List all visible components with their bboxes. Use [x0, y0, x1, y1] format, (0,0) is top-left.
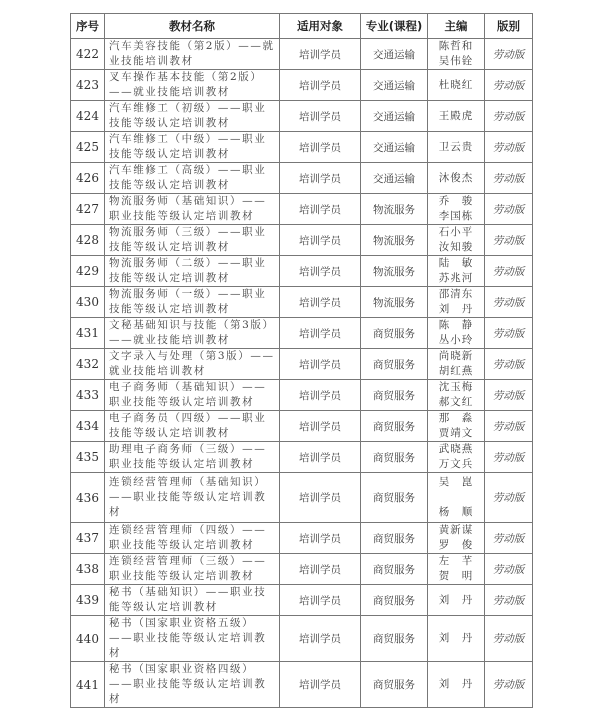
table-row [71, 287, 533, 318]
table-row [71, 39, 533, 70]
row-number: 433 [71, 380, 105, 411]
target-audience: 培训学员 [280, 225, 361, 256]
target-audience: 培训学员 [280, 554, 361, 585]
major: 商贸服务 [361, 380, 428, 411]
target-audience: 培训学员 [280, 287, 361, 318]
edition: 劳动版 [485, 101, 533, 132]
row-number: 441 [71, 662, 105, 708]
chief-editor: 刘 丹 [428, 585, 485, 616]
table-row [71, 411, 533, 442]
textbook-title: 秘书（国家职业资格四级）——职业技能等级认定培训教材 [105, 662, 280, 708]
row-number: 429 [71, 256, 105, 287]
chief-editor: 武晓燕 万文兵 [428, 442, 485, 473]
header-number: 序号 [71, 14, 105, 39]
chief-editor: 刘 丹 [428, 662, 485, 708]
major: 物流服务 [361, 225, 428, 256]
row-number: 434 [71, 411, 105, 442]
target-audience: 培训学员 [280, 523, 361, 554]
row-number: 427 [71, 194, 105, 225]
header-edition: 版别 [485, 14, 533, 39]
edition: 劳动版 [485, 318, 533, 349]
textbook-title: 电子商务师（基础知识）——职业技能等级认定培训教材 [105, 380, 280, 411]
edition: 劳动版 [485, 662, 533, 708]
textbook-title: 汽车维修工（高级）——职业技能等级认定培训教材 [105, 163, 280, 194]
major: 交通运输 [361, 132, 428, 163]
row-number: 428 [71, 225, 105, 256]
edition: 劳动版 [485, 523, 533, 554]
major: 商贸服务 [361, 442, 428, 473]
row-number: 435 [71, 442, 105, 473]
textbook-table [70, 13, 533, 708]
major: 商贸服务 [361, 523, 428, 554]
edition: 劳动版 [485, 411, 533, 442]
major: 物流服务 [361, 194, 428, 225]
textbook-title: 文字录入与处理（第3版）——就业技能培训教材 [105, 349, 280, 380]
table-row [71, 194, 533, 225]
target-audience: 培训学员 [280, 616, 361, 662]
target-audience: 培训学员 [280, 194, 361, 225]
edition: 劳动版 [485, 442, 533, 473]
major: 商贸服务 [361, 411, 428, 442]
table-row [71, 662, 533, 708]
row-number: 425 [71, 132, 105, 163]
major: 商贸服务 [361, 585, 428, 616]
row-number: 438 [71, 554, 105, 585]
chief-editor: 卫云贵 [428, 132, 485, 163]
table-row [71, 380, 533, 411]
chief-editor: 尚晓新 胡红燕 [428, 349, 485, 380]
edition: 劳动版 [485, 473, 533, 523]
row-number: 423 [71, 70, 105, 101]
chief-editor: 刘 丹 [428, 616, 485, 662]
textbook-title: 汽车维修工（初级）——职业技能等级认定培训教材 [105, 101, 280, 132]
edition: 劳动版 [485, 287, 533, 318]
table-row [71, 256, 533, 287]
table-row [71, 163, 533, 194]
target-audience: 培训学员 [280, 132, 361, 163]
target-audience: 培训学员 [280, 39, 361, 70]
major: 交通运输 [361, 101, 428, 132]
header-title: 教材名称 [105, 14, 280, 39]
target-audience: 培训学员 [280, 101, 361, 132]
major: 商贸服务 [361, 616, 428, 662]
chief-editor: 陈 静 丛小玲 [428, 318, 485, 349]
target-audience: 培训学员 [280, 163, 361, 194]
edition: 劳动版 [485, 585, 533, 616]
chief-editor: 左 芊 贺 明 [428, 554, 485, 585]
row-number: 422 [71, 39, 105, 70]
edition: 劳动版 [485, 194, 533, 225]
target-audience: 培训学员 [280, 411, 361, 442]
textbook-title: 连锁经营管理师（四级）——职业技能等级认定培训教材 [105, 523, 280, 554]
edition: 劳动版 [485, 256, 533, 287]
chief-editor: 石小平 汝知骏 [428, 225, 485, 256]
major: 商贸服务 [361, 554, 428, 585]
edition: 劳动版 [485, 132, 533, 163]
table-row [71, 70, 533, 101]
row-number: 440 [71, 616, 105, 662]
edition: 劳动版 [485, 380, 533, 411]
textbook-title: 助理电子商务师（三级）——职业技能等级认定培训教材 [105, 442, 280, 473]
row-number: 437 [71, 523, 105, 554]
header-major: 专业(课程) [361, 14, 428, 39]
textbook-title: 叉车操作基本技能（第2版）——就业技能培训教材 [105, 70, 280, 101]
major: 物流服务 [361, 256, 428, 287]
chief-editor: 陆 敏 苏兆河 [428, 256, 485, 287]
chief-editor: 王殿虎 [428, 101, 485, 132]
major: 物流服务 [361, 287, 428, 318]
textbook-title: 连锁经营管理师（基础知识）——职业技能等级认定培训教材 [105, 473, 280, 523]
target-audience: 培训学员 [280, 473, 361, 523]
textbook-title: 汽车维修工（中级）——职业技能等级认定培训教材 [105, 132, 280, 163]
target-audience: 培训学员 [280, 318, 361, 349]
textbook-title: 连锁经营管理师（三级）——职业技能等级认定培训教材 [105, 554, 280, 585]
target-audience: 培训学员 [280, 256, 361, 287]
row-number: 431 [71, 318, 105, 349]
row-number: 424 [71, 101, 105, 132]
table-row [71, 554, 533, 585]
row-number: 430 [71, 287, 105, 318]
major: 交通运输 [361, 163, 428, 194]
textbook-title: 电子商务员（四级）——职业技能等级认定培训教材 [105, 411, 280, 442]
chief-editor: 沐俊杰 [428, 163, 485, 194]
edition: 劳动版 [485, 70, 533, 101]
edition: 劳动版 [485, 39, 533, 70]
edition: 劳动版 [485, 225, 533, 256]
target-audience: 培训学员 [280, 70, 361, 101]
table-row [71, 442, 533, 473]
textbook-title: 文秘基础知识与技能（第3版）——就业技能培训教材 [105, 318, 280, 349]
table-row [71, 473, 533, 523]
textbook-title: 秘书（基础知识）——职业技能等级认定培训教材 [105, 585, 280, 616]
edition: 劳动版 [485, 349, 533, 380]
table-row [71, 616, 533, 662]
table-row [71, 523, 533, 554]
edition: 劳动版 [485, 616, 533, 662]
table-row [71, 101, 533, 132]
chief-editor: 陈哲和 吴伟铨 [428, 39, 485, 70]
major: 商贸服务 [361, 473, 428, 523]
chief-editor: 黄新谋 罗 俊 [428, 523, 485, 554]
table-row [71, 225, 533, 256]
target-audience: 培训学员 [280, 585, 361, 616]
target-audience: 培训学员 [280, 662, 361, 708]
table-row [71, 585, 533, 616]
row-number: 426 [71, 163, 105, 194]
row-number: 432 [71, 349, 105, 380]
major: 交通运输 [361, 70, 428, 101]
target-audience: 培训学员 [280, 380, 361, 411]
major: 商贸服务 [361, 662, 428, 708]
table-row [71, 349, 533, 380]
chief-editor: 沈玉梅 郝文红 [428, 380, 485, 411]
table-header-row [71, 14, 533, 39]
textbook-title: 物流服务师（三级）——职业技能等级认定培训教材 [105, 225, 280, 256]
chief-editor: 吴 崑 杨 顺 [428, 473, 485, 523]
table-row [71, 132, 533, 163]
textbook-title: 汽车美容技能（第2版）——就业技能培训教材 [105, 39, 280, 70]
chief-editor: 杜晓红 [428, 70, 485, 101]
edition: 劳动版 [485, 163, 533, 194]
chief-editor: 邵清东 刘 丹 [428, 287, 485, 318]
header-editor: 主编 [428, 14, 485, 39]
row-number: 436 [71, 473, 105, 523]
edition: 劳动版 [485, 554, 533, 585]
table-row [71, 318, 533, 349]
textbook-title: 物流服务师（二级）——职业技能等级认定培训教材 [105, 256, 280, 287]
chief-editor: 那 淼 贾靖文 [428, 411, 485, 442]
textbook-title: 物流服务师（基础知识）——职业技能等级认定培训教材 [105, 194, 280, 225]
major: 交通运输 [361, 39, 428, 70]
textbook-title: 物流服务师（一级）——职业技能等级认定培训教材 [105, 287, 280, 318]
header-target: 适用对象 [280, 14, 361, 39]
row-number: 439 [71, 585, 105, 616]
target-audience: 培训学员 [280, 349, 361, 380]
textbook-title: 秘书（国家职业资格五级）——职业技能等级认定培训教材 [105, 616, 280, 662]
major: 商贸服务 [361, 349, 428, 380]
major: 商贸服务 [361, 318, 428, 349]
target-audience: 培训学员 [280, 442, 361, 473]
chief-editor: 乔 骏 李国栋 [428, 194, 485, 225]
